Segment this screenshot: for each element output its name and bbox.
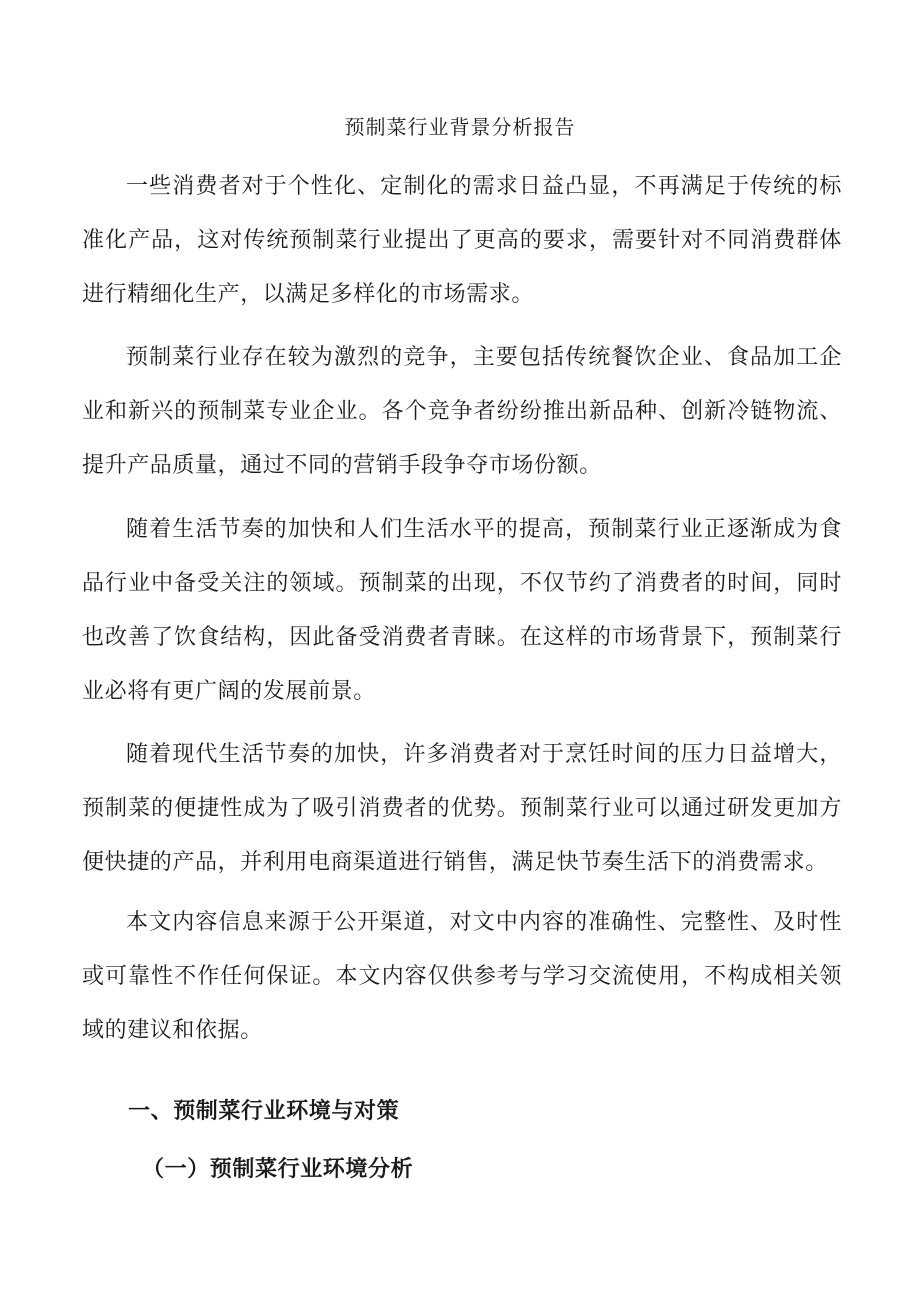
paragraph-competition: 预制菜行业存在较为激烈的竞争，主要包括传统餐饮企业、食品加工企业和新兴的预制菜专业企业。各个竞争者纷纷推出新品种、创新冷链物流、提升产品质量，通过不同的营销手段争夺市场份额。 (82, 345, 842, 478)
paragraph-personalization: 一些消费者对于个性化、定制化的需求日益凸显，不再满足于传统的标准化产品，这对传统预制菜行业提出了更高的要求，需要针对不同消费群体进行精细化生产，以满足多样化的市场需求。 (82, 174, 842, 307)
paragraph-convenience: 随着现代生活节奏的加快，许多消费者对于烹饪时间的压力日益增大，预制菜的便捷性成为了吸引消费者的优势。预制菜行业可以通过研发更加方便快捷的产品，并利用电商渠道进行销售，满足快节奏生活下的消费需求。 (82, 742, 842, 875)
document-title: 预制菜行业背景分析报告 (344, 115, 576, 139)
section-heading: 一、预制菜行业环境与对策 (128, 1098, 400, 1124)
subsection-heading: （一）预制菜行业环境分析 (142, 1156, 414, 1182)
paragraph-disclaimer: 本文内容信息来源于公开渠道，对文中内容的准确性、完整性、及时性或可靠性不作任何保证。本文内容仅供参考与学习交流使用，不构成相关领域的建议和依据。 (82, 910, 842, 1043)
paragraph-market-background: 随着生活节奏的加快和人们生活水平的提高，预制菜行业正逐渐成为食品行业中备受关注的领域。预制菜的出现，不仅节约了消费者的时间，同时也改善了饮食结构，因此备受消费者青睐。在这样的市场背景下，预制菜行业必将有更广阔的发展前景。 (82, 517, 842, 704)
